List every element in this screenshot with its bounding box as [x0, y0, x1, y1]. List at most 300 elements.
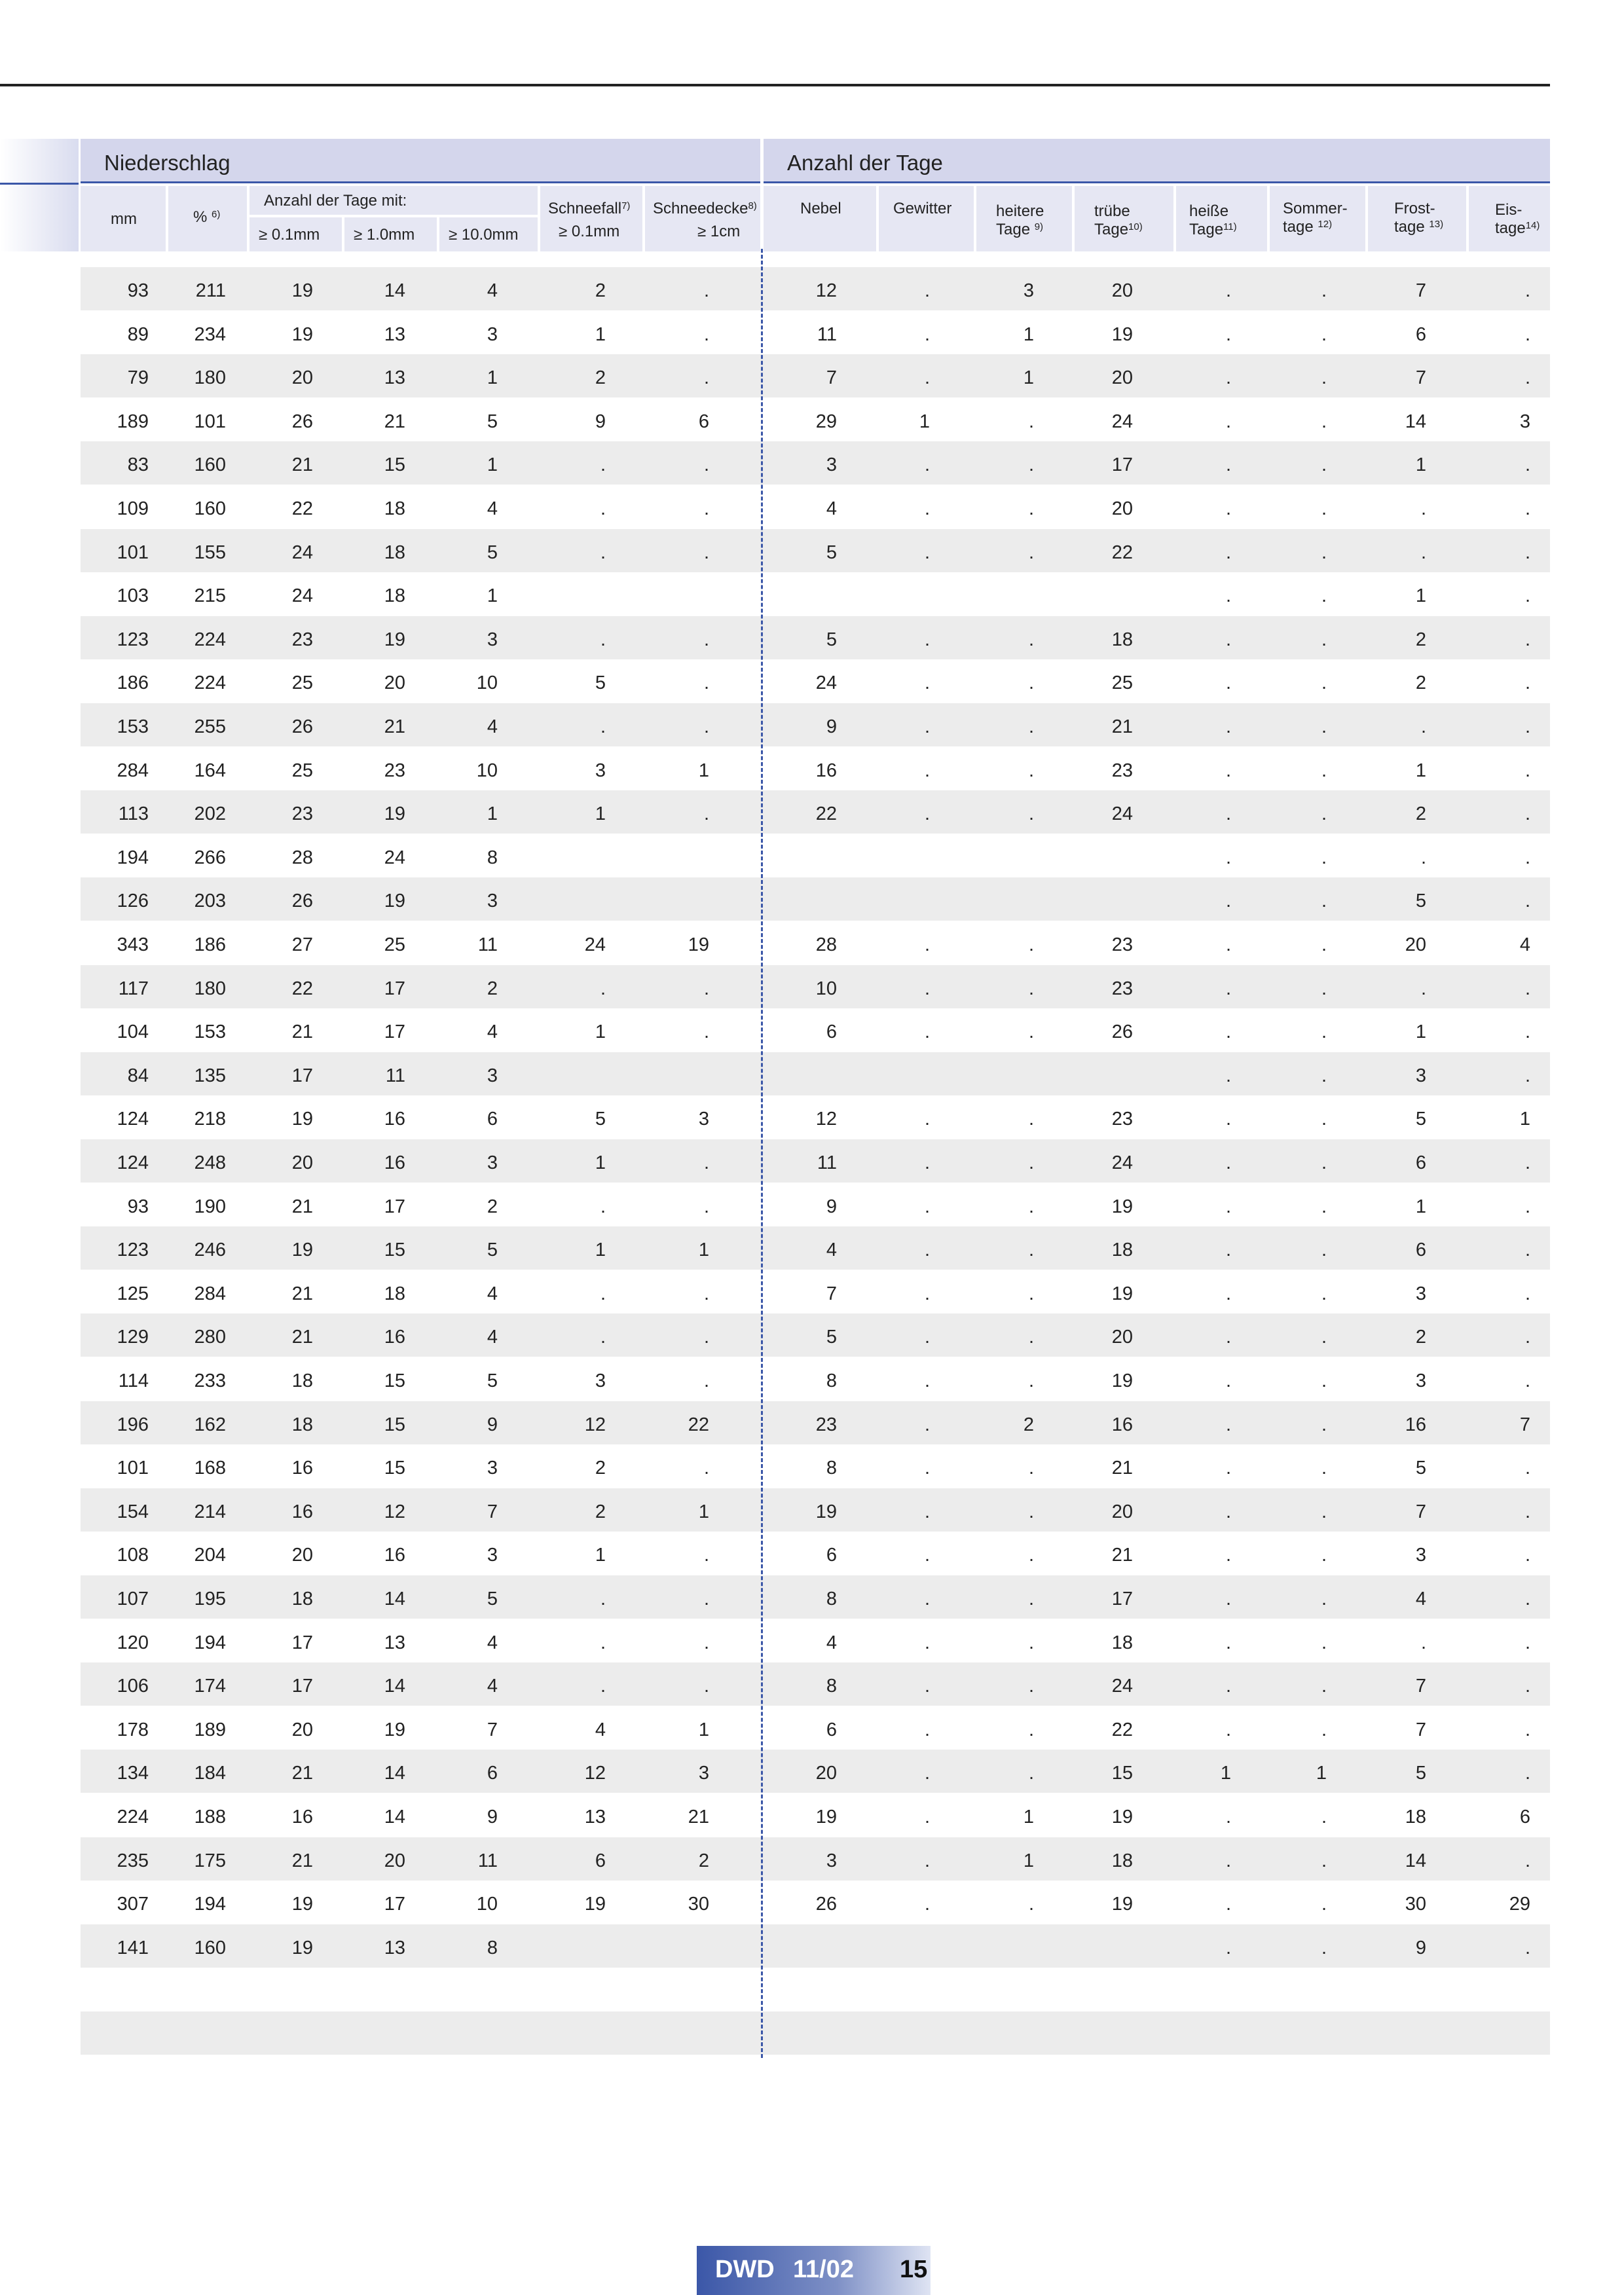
table-cell: 22	[1111, 542, 1133, 563]
table-cell: .	[1225, 1676, 1231, 1697]
table-cell: 17	[291, 1065, 313, 1086]
table-cell: 24	[291, 542, 313, 563]
table-row	[81, 1881, 1550, 1924]
table-cell: 20	[1111, 1327, 1133, 1348]
table-cell: 3	[1519, 411, 1530, 432]
table-cell: 106	[117, 1676, 149, 1697]
table-cell: 14	[384, 1588, 405, 1609]
table-cell: .	[600, 1283, 606, 1304]
table-cell: 14	[384, 1763, 405, 1784]
table-cell: 25	[384, 934, 405, 955]
table-cell: 190	[194, 1196, 226, 1217]
table-cell: 24	[384, 847, 405, 868]
table-cell: .	[1524, 542, 1530, 563]
table-cell: .	[1524, 1327, 1530, 1348]
table-cell: 117	[118, 978, 149, 999]
table-cell: 17	[384, 1894, 405, 1915]
table-cell: 29	[1509, 1894, 1530, 1915]
table-cell: 13	[384, 323, 405, 345]
table-cell: .	[1321, 323, 1327, 345]
table-cell: .	[924, 1109, 930, 1130]
table-cell: 7	[1519, 1414, 1530, 1435]
table-cell: 178	[117, 1719, 149, 1740]
table-cell: .	[924, 1021, 930, 1043]
table-cell: 23	[291, 629, 313, 650]
table-cell: .	[1321, 672, 1327, 694]
table-cell: 9	[487, 1414, 498, 1435]
table-cell: 8	[826, 1676, 837, 1697]
table-cell: .	[1028, 1196, 1034, 1217]
table-cell: 12	[815, 280, 837, 301]
table-cell: 2	[595, 367, 606, 389]
table-cell: .	[1028, 629, 1034, 650]
table-cell: 16	[384, 1109, 405, 1130]
table-cell: .	[1321, 1632, 1327, 1653]
table-cell: .	[1225, 934, 1231, 955]
table-cell: .	[1225, 629, 1231, 650]
table-row	[81, 1488, 1550, 1532]
table-cell: 4	[487, 1676, 498, 1697]
table-cell: 20	[384, 1850, 405, 1871]
table-cell: 2	[595, 1458, 606, 1479]
table-cell: .	[1321, 1937, 1327, 1958]
table-cell: 18	[1111, 629, 1133, 650]
table-cell: 284	[194, 1283, 226, 1304]
table-cell: 25	[291, 760, 313, 781]
section-header-anzahl-der-tage	[764, 139, 1550, 183]
table-row	[81, 398, 1550, 441]
section-title: Niederschlag	[104, 151, 231, 175]
table-cell: 215	[194, 585, 226, 607]
table-row	[81, 834, 1550, 877]
table-cell: 153	[117, 716, 149, 737]
table-cell: .	[1321, 629, 1327, 650]
table-cell: 6	[826, 1021, 837, 1043]
table-row	[81, 1270, 1550, 1313]
table-cell: 5	[487, 542, 498, 563]
table-cell: 168	[194, 1458, 226, 1479]
table-cell: 14	[384, 1807, 405, 1827]
table-cell: 3	[595, 1370, 606, 1391]
table-cell: .	[1225, 1152, 1231, 1173]
table-cell: 4	[1519, 934, 1530, 955]
table-cell: 2	[1023, 1414, 1034, 1435]
table-cell: 3	[1415, 1065, 1426, 1086]
table-cell: .	[1524, 1937, 1530, 1958]
table-cell: .	[1028, 454, 1034, 476]
table-cell: 194	[194, 1632, 226, 1653]
table-cell: .	[924, 1458, 930, 1479]
table-cell: 9	[487, 1807, 498, 1827]
table-row	[81, 1357, 1550, 1401]
table-cell: .	[1028, 1545, 1034, 1566]
table-cell: 18	[1111, 1239, 1133, 1261]
table-cell: 1	[595, 803, 606, 825]
table-cell: .	[924, 672, 930, 694]
table-cell: 11	[477, 934, 498, 955]
table-cell: 3	[487, 1545, 498, 1566]
table-cell: 6	[1415, 1152, 1426, 1173]
table-cell: 21	[291, 1327, 313, 1348]
table-cell: 26	[291, 411, 313, 432]
table-cell: 23	[815, 1414, 837, 1435]
table-cell: 1	[1415, 1021, 1426, 1043]
table-cell: .	[924, 1850, 930, 1871]
table-cell: 307	[117, 1894, 149, 1915]
table-cell: .	[1321, 934, 1327, 955]
table-cell: .	[1028, 1763, 1034, 1784]
table-cell: .	[1028, 1676, 1034, 1697]
table-cell: 19	[291, 1937, 313, 1958]
table-cell: 160	[194, 498, 226, 519]
table-cell: 124	[117, 1109, 149, 1130]
table-cell: 5	[1415, 1109, 1426, 1130]
table-cell: 4	[487, 1327, 498, 1348]
table-cell: .	[1524, 1545, 1530, 1566]
table-cell: 2	[1415, 1327, 1426, 1348]
table-cell: 2	[1415, 803, 1426, 825]
table-cell: 30	[1405, 1894, 1426, 1915]
table-cell: .	[1028, 1458, 1034, 1479]
table-cell: 15	[384, 454, 405, 476]
table-cell: .	[1225, 1414, 1231, 1435]
table-cell: .	[1420, 847, 1426, 868]
table-row	[81, 1444, 1550, 1488]
table-cell: 266	[194, 847, 226, 868]
table-cell: 1	[1023, 1850, 1034, 1871]
table-cell: .	[1524, 1588, 1530, 1609]
table-cell: .	[1321, 716, 1327, 737]
table-cell: .	[703, 1152, 709, 1173]
table-cell: .	[1321, 890, 1327, 912]
table-cell: 113	[118, 803, 149, 825]
table-cell: .	[703, 367, 709, 389]
table-cell: 18	[1111, 1632, 1133, 1653]
table-cell: 12	[584, 1763, 606, 1784]
table-cell: 16	[384, 1152, 405, 1173]
table-row	[81, 441, 1550, 485]
table-cell: 1	[1023, 367, 1034, 389]
table-cell: 120	[117, 1632, 149, 1653]
table-cell: .	[924, 280, 930, 301]
table-cell: 23	[1111, 1109, 1133, 1130]
table-cell: .	[1225, 367, 1231, 389]
table-cell: 1	[1023, 1807, 1034, 1827]
table-cell: 129	[117, 1327, 149, 1348]
table-cell: .	[1225, 1501, 1231, 1522]
table-cell: 17	[291, 1632, 313, 1653]
table-cell: .	[1225, 760, 1231, 781]
table-cell: 101	[117, 1458, 149, 1479]
table-cell: .	[600, 1632, 606, 1653]
col-header-percent: % $^{6)}$	[168, 186, 247, 251]
table-cell: .	[1028, 760, 1034, 781]
table-cell: 186	[194, 934, 226, 955]
table-cell: .	[1420, 978, 1426, 999]
table-row	[81, 267, 1550, 310]
table-cell: 155	[194, 542, 226, 563]
table-cell: 160	[194, 1937, 226, 1958]
table-cell: 1	[1023, 323, 1034, 345]
table-cell: .	[1225, 1327, 1231, 1348]
table-cell: 21	[291, 1021, 313, 1043]
table-cell: 14	[384, 1676, 405, 1697]
table-cell: .	[924, 934, 930, 955]
table-cell: 255	[194, 716, 226, 737]
table-cell: .	[703, 280, 709, 301]
table-cell: 2	[595, 1501, 606, 1522]
table-cell: 24	[1111, 803, 1133, 825]
table-cell: 1	[595, 1152, 606, 1173]
table-cell: .	[1524, 847, 1530, 868]
table-row	[81, 1532, 1550, 1575]
table-cell: 20	[1111, 280, 1133, 301]
table-cell: 224	[194, 672, 226, 694]
table-cell: .	[703, 1021, 709, 1043]
col-group-header-anzahl-tage-mit: Anzahl der Tage mit:	[249, 186, 538, 215]
table-cell: 3	[1415, 1545, 1426, 1566]
table-cell: .	[703, 454, 709, 476]
table-cell: 6	[487, 1109, 498, 1130]
table-cell: .	[1225, 1239, 1231, 1261]
table-cell: 114	[118, 1370, 149, 1391]
table-cell: .	[1028, 1632, 1034, 1653]
table-cell: 101	[194, 411, 226, 432]
table-cell: .	[924, 1545, 930, 1566]
table-cell: 5	[487, 1588, 498, 1609]
table-cell: .	[924, 542, 930, 563]
table-cell: 24	[584, 934, 606, 955]
table-cell: .	[924, 629, 930, 650]
table-cell: .	[703, 1458, 709, 1479]
table-cell: 6	[487, 1763, 498, 1784]
table-cell: 224	[194, 629, 226, 650]
table-cell: 28	[815, 934, 837, 955]
table-cell: 15	[1111, 1763, 1133, 1784]
col-header-schneedecke: Schneedecke$^{8)}$ ≥ 1cm	[645, 186, 760, 251]
table-cell: 19	[1111, 1807, 1133, 1827]
table-cell: 3	[826, 454, 837, 476]
table-cell: 233	[194, 1370, 226, 1391]
table-cell: 1	[1316, 1763, 1327, 1784]
table-cell: 162	[194, 1414, 226, 1435]
table-cell: 3	[487, 890, 498, 912]
table-cell: .	[1028, 1588, 1034, 1609]
table-cell: 9	[826, 1196, 837, 1217]
table-cell: 126	[117, 890, 149, 912]
table-cell: 26	[815, 1894, 837, 1915]
table-cell: 24	[815, 672, 837, 694]
table-cell: 154	[117, 1501, 149, 1522]
table-cell: 28	[291, 847, 313, 868]
table-cell: .	[924, 1239, 930, 1261]
table-cell: 203	[194, 890, 226, 912]
table-cell: .	[1225, 1545, 1231, 1566]
table-cell: .	[1225, 411, 1231, 432]
table-row	[81, 1837, 1550, 1881]
table-cell: 7	[1415, 367, 1426, 389]
table-cell: 194	[117, 847, 149, 868]
table-cell: .	[1225, 1196, 1231, 1217]
table-row	[81, 965, 1550, 1008]
table-cell: 8	[487, 1937, 498, 1958]
table-cell: .	[1028, 1501, 1034, 1522]
table-cell: .	[1420, 1632, 1426, 1653]
table-cell: 1	[595, 1021, 606, 1043]
table-cell: .	[1225, 716, 1231, 737]
table-cell: .	[1321, 978, 1327, 999]
table-cell: 13	[584, 1807, 606, 1827]
table-cell: .	[924, 716, 930, 737]
table-cell: .	[924, 1676, 930, 1697]
table-cell: 16	[291, 1501, 313, 1522]
table-cell: 21	[291, 1850, 313, 1871]
col-header-ge-10-0mm: ≥ 10.0mm	[439, 217, 538, 251]
table-cell: .	[924, 978, 930, 999]
table-cell: 16	[291, 1807, 313, 1827]
table-cell: 20	[1111, 1501, 1133, 1522]
table-cell: 1	[698, 760, 709, 781]
table-cell: .	[1524, 890, 1530, 912]
table-cell: 4	[826, 1239, 837, 1261]
table-cell: 25	[1111, 672, 1133, 694]
top-rule	[0, 84, 1550, 86]
table-cell: 7	[826, 1283, 837, 1304]
col-header-gewitter: Gewitter	[879, 186, 974, 251]
table-cell: .	[1524, 1458, 1530, 1479]
table-cell: 134	[117, 1763, 149, 1784]
table-cell: 5	[487, 1370, 498, 1391]
footer-issue: 11/02	[793, 2256, 854, 2283]
col-header-ge-1-0mm: ≥ 1.0mm	[344, 217, 437, 251]
table-cell: 343	[117, 934, 149, 955]
table-row	[81, 1226, 1550, 1270]
table-cell: .	[600, 454, 606, 476]
table-cell: .	[924, 1894, 930, 1915]
table-cell: .	[1028, 1370, 1034, 1391]
table-cell: 123	[117, 1239, 149, 1261]
table-cell: .	[1028, 803, 1034, 825]
table-row	[81, 1052, 1550, 1095]
table-cell: .	[1321, 1414, 1327, 1435]
table-cell: 21	[384, 716, 405, 737]
table-cell: 2	[595, 280, 606, 301]
table-cell: 7	[1415, 1676, 1426, 1697]
table-cell: 21	[291, 1196, 313, 1217]
table-cell: 3	[487, 1152, 498, 1173]
table-cell: .	[703, 803, 709, 825]
table-cell: 3	[1023, 280, 1034, 301]
table-cell: 107	[117, 1588, 149, 1609]
table-cell: .	[1524, 672, 1530, 694]
table-cell: 5	[595, 672, 606, 694]
table-cell: 20	[291, 367, 313, 389]
table-cell: .	[924, 1152, 930, 1173]
table-cell: 93	[127, 1196, 149, 1217]
table-cell: 21	[291, 1763, 313, 1784]
table-cell: 5	[826, 1327, 837, 1348]
table-cell: .	[924, 1414, 930, 1435]
table-cell: 18	[291, 1370, 313, 1391]
table-cell: .	[1524, 629, 1530, 650]
table-cell: .	[1225, 1894, 1231, 1915]
col-header-ge-0-1mm: ≥ 0.1mm	[249, 217, 342, 251]
table-cell: 20	[291, 1545, 313, 1566]
table-cell: .	[1028, 1109, 1034, 1130]
table-cell: .	[1028, 1021, 1034, 1043]
table-cell: .	[1524, 1850, 1530, 1871]
table-cell: 20	[1111, 498, 1133, 519]
table-cell: .	[600, 1676, 606, 1697]
table-cell: 17	[384, 1021, 405, 1043]
table-cell: 11	[817, 323, 837, 345]
table-cell: 3	[698, 1109, 709, 1130]
table-cell: .	[924, 1763, 930, 1784]
table-cell: .	[1028, 411, 1034, 432]
table-row	[81, 1008, 1550, 1052]
table-cell: 19	[815, 1807, 837, 1827]
col-header-sommertage: Sommer- tage $^{12)}$	[1270, 186, 1365, 251]
table-cell: 109	[117, 498, 149, 519]
table-cell: 21	[291, 454, 313, 476]
table-cell: 20	[291, 1719, 313, 1740]
table-row	[81, 616, 1550, 659]
table-cell: 19	[291, 1109, 313, 1130]
table-cell: 21	[1111, 1458, 1133, 1479]
table-cell: .	[1321, 1370, 1327, 1391]
left-margin-tab	[0, 139, 79, 251]
table-cell: 4	[595, 1719, 606, 1740]
table-cell: .	[1524, 367, 1530, 389]
table-cell: .	[924, 760, 930, 781]
table-cell: 23	[384, 760, 405, 781]
table-cell: 21	[1111, 1545, 1133, 1566]
table-cell: .	[924, 323, 930, 345]
table-row	[81, 921, 1550, 964]
table-cell: .	[600, 542, 606, 563]
table-cell: .	[1225, 1719, 1231, 1740]
table-cell: 26	[291, 890, 313, 912]
table-cell: .	[1321, 1676, 1327, 1697]
section-title: Anzahl der Tage	[787, 151, 943, 175]
table-row	[81, 354, 1550, 397]
table-cell: 17	[384, 1196, 405, 1217]
col-header-mm: mm	[81, 186, 166, 251]
table-cell: 89	[127, 323, 149, 345]
table-cell: 21	[291, 1283, 313, 1304]
table-cell: 164	[194, 760, 226, 781]
table-cell: 108	[117, 1545, 149, 1566]
table-row	[81, 703, 1550, 746]
table-cell: .	[703, 716, 709, 737]
table-cell: 174	[194, 1676, 226, 1697]
table-cell: .	[924, 1501, 930, 1522]
table-cell: .	[1225, 890, 1231, 912]
table-cell: 224	[117, 1807, 149, 1827]
table-cell: .	[924, 1327, 930, 1348]
table-cell: 93	[127, 280, 149, 301]
table-cell: 11	[817, 1152, 837, 1173]
table-cell: .	[1225, 454, 1231, 476]
table-cell: 6	[826, 1719, 837, 1740]
table-cell: 22	[1111, 1719, 1133, 1740]
table-cell: .	[1321, 1327, 1327, 1348]
table-cell: 16	[384, 1545, 405, 1566]
table-cell: .	[924, 1370, 930, 1391]
table-cell: .	[1225, 1370, 1231, 1391]
table-cell: 153	[194, 1021, 226, 1043]
table-cell: 3	[698, 1763, 709, 1784]
